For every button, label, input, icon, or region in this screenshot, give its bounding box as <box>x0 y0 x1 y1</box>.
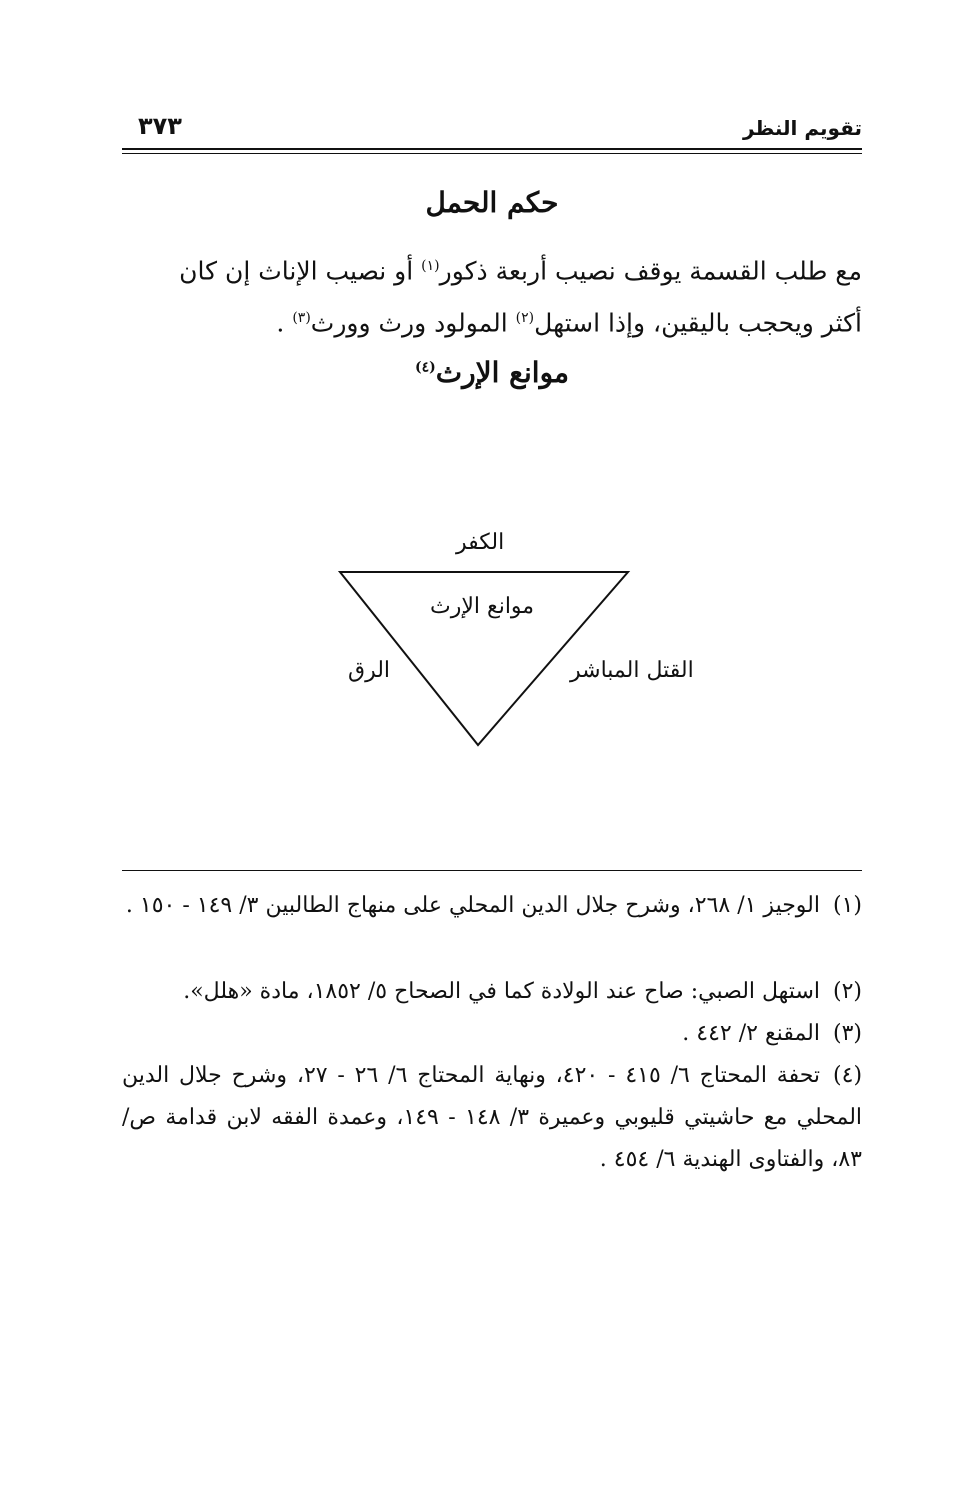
heading-text: موانع الإرث <box>435 356 570 389</box>
paragraph-text: أكثر ويحجب باليقين، وإذا استهل <box>534 308 862 338</box>
paragraph-text: أو نصيب الإناث إن كان <box>179 256 422 286</box>
paragraph-line-2 <box>122 290 862 351</box>
footnote-ref-3: (٣) <box>292 310 311 326</box>
label-center-impediments: موانع الإرث <box>430 594 535 619</box>
footnote-3 <box>122 1013 862 1055</box>
footnote-number: (٤) <box>833 1063 863 1088</box>
footnote-1 <box>122 885 862 927</box>
running-title: تقويم النظر <box>742 116 862 140</box>
footnote-text: تحفة المحتاج ٦/ ٤١٥ - ٤٢٠، ونهاية المحتاج ٦/ ٢٦ - ٢٧، وشرح جلال الدين المحلي مع حاشيتي قليوبي وعميرة ٣/ ١٤٨ - ١٤٩، وعمدة الفقه لابن قدامة ص/ ٨٣، والفتاوى الهندية ٦/ ٤٥٤ . <box>122 1063 863 1172</box>
footnote-separator <box>122 870 862 871</box>
section-heading-impediments <box>122 356 862 389</box>
footnote-text: الوجيز ١/ ٢٦٨، وشرح جلال الدين المحلي على منهاج الطالبين ٣/ ١٤٩ - ١٥٠ . <box>125 893 820 918</box>
footnote-ref-2: (٢) <box>515 310 535 326</box>
label-direct-killing: القتل المباشر <box>570 658 694 683</box>
header-rule-top <box>122 148 862 150</box>
label-slavery: الرق <box>348 658 391 683</box>
inverted-triangle <box>300 520 720 760</box>
paragraph-text: . <box>276 308 293 338</box>
footnote-text: استهل الصبي: صاح عند الولادة كما في الصحاح ٥/ ١٨٥٢، مادة «هلل». <box>183 979 820 1004</box>
impediments-diagram <box>300 520 720 760</box>
footnote-ref-1: (١) <box>421 258 440 274</box>
footnote-number: (٢) <box>832 979 862 1004</box>
page-number: ٣٧٣ <box>138 112 182 140</box>
label-disbelief: الكفر <box>456 530 505 555</box>
footnote-text: المقنع ٢/ ٤٤٢ . <box>682 1021 820 1046</box>
footnote-ref-4: (٤) <box>414 359 436 376</box>
paragraph-text: المولود ورث وورث <box>310 308 516 338</box>
header-rule-bottom <box>122 153 862 154</box>
paragraph-text: مع طلب القسمة يوقف نصيب أربعة ذكور <box>439 256 862 286</box>
footnote-4 <box>122 1055 862 1181</box>
footnote-number: (١) <box>832 893 862 918</box>
footnote-2 <box>122 971 862 1013</box>
section-heading-pregnancy: حكم الحمل <box>425 186 559 219</box>
footnote-number: (٣) <box>832 1021 862 1046</box>
